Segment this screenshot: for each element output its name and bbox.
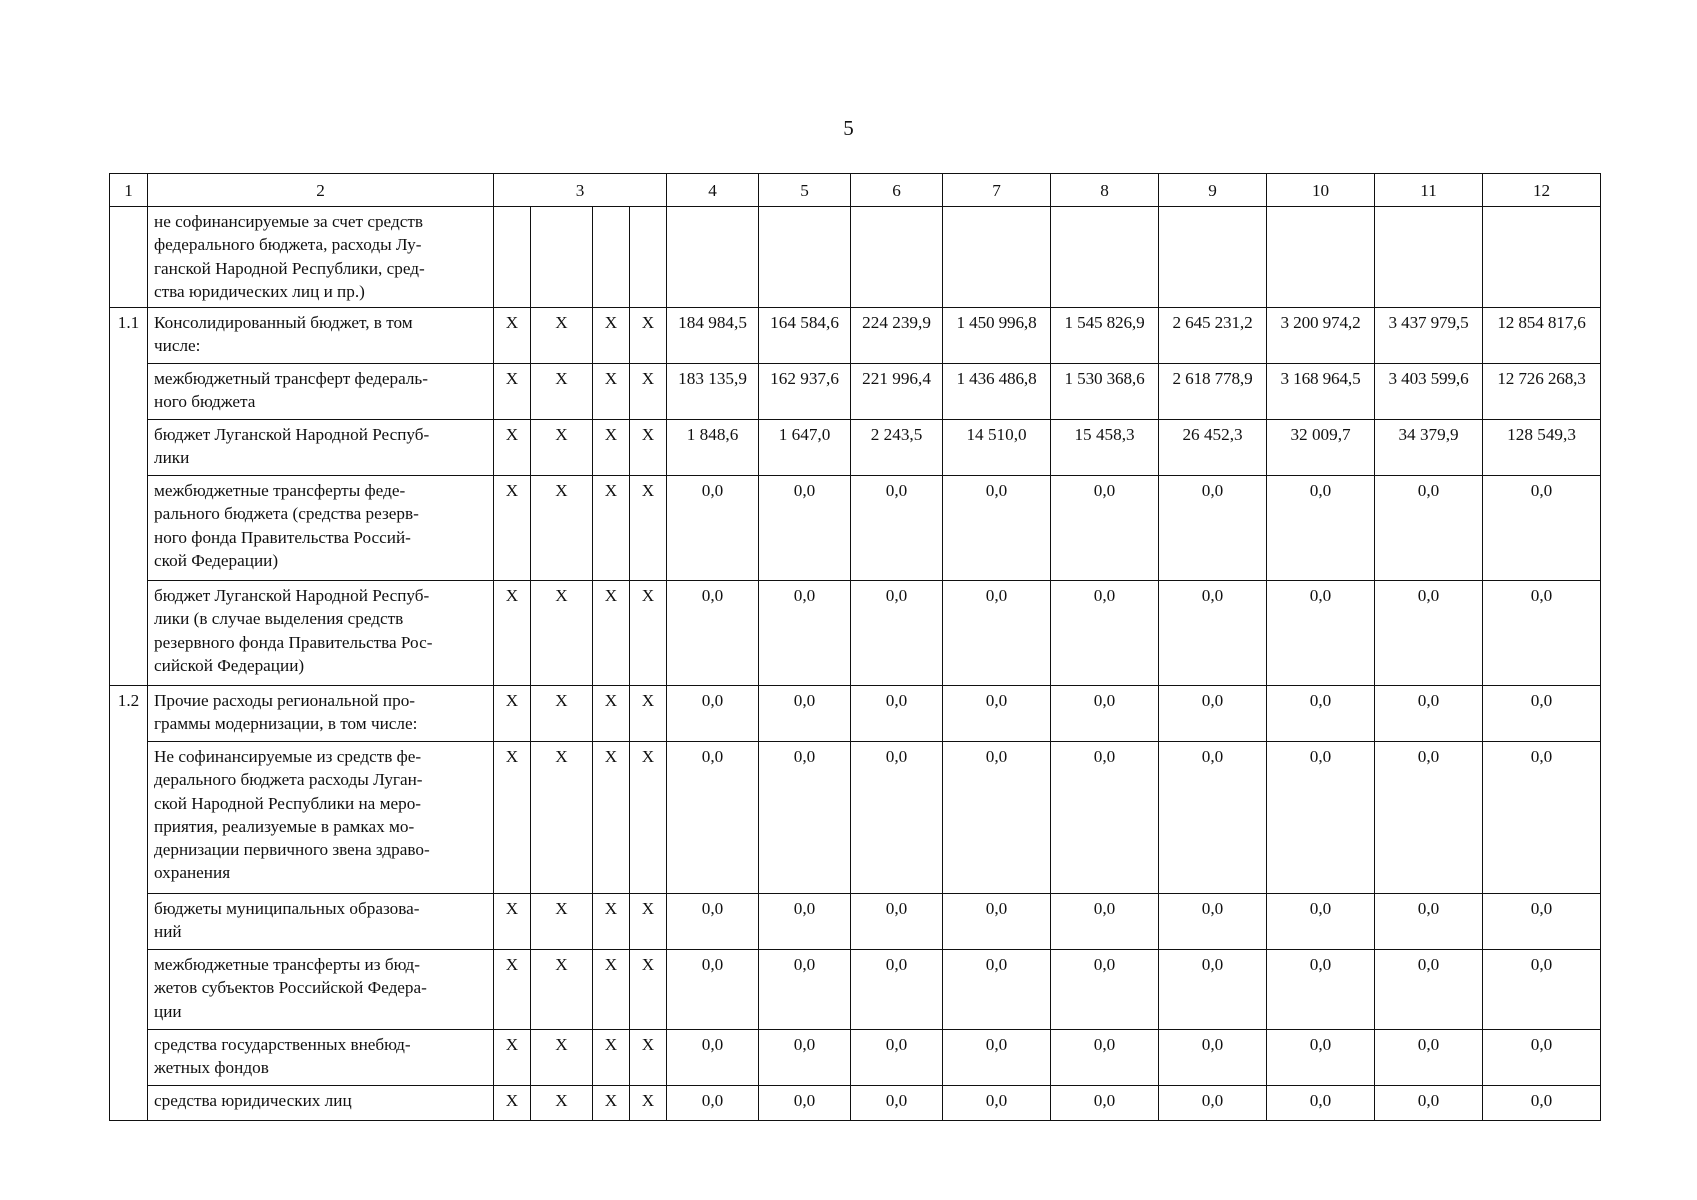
- description-line: Не софинансируемые из средств фе-: [154, 747, 422, 767]
- value-cell: 0,0: [1267, 1086, 1375, 1121]
- description-line: рального бюджета (средства резерв-: [154, 504, 419, 524]
- description-line: жетов субъектов Российской Федера-: [154, 978, 427, 998]
- x-mark: X: [494, 476, 531, 581]
- value-cell: 2 243,5: [851, 420, 943, 476]
- x-mark: X: [593, 581, 630, 686]
- value-cell: 0,0: [1159, 1030, 1267, 1086]
- description-line: числе:: [154, 336, 201, 356]
- value-cell: 0,0: [851, 686, 943, 742]
- value-cell: 12 854 817,6: [1483, 308, 1601, 364]
- x-mark: X: [531, 308, 593, 364]
- description-line: Прочие расходы региональной про-: [154, 691, 416, 711]
- x-mark: X: [494, 420, 531, 476]
- value-cell: 0,0: [851, 742, 943, 894]
- description-line: жетных фондов: [154, 1058, 269, 1078]
- description-line: Консолидированный бюджет, в том: [154, 313, 413, 333]
- value-cell: 184 984,5: [667, 308, 759, 364]
- x-mark: X: [630, 950, 667, 1030]
- row-code: [110, 894, 148, 950]
- value-cell: 128 549,3: [1483, 420, 1601, 476]
- value-cell: 3 200 974,2: [1267, 308, 1375, 364]
- value-cell: 0,0: [851, 581, 943, 686]
- x-mark: X: [494, 742, 531, 894]
- column-number-3: 3: [494, 174, 667, 207]
- table-row: [110, 950, 1601, 1030]
- value-cell: 0,0: [759, 742, 851, 894]
- x-mark: X: [494, 364, 531, 420]
- column-number-11: 11: [1375, 174, 1483, 207]
- description-line: лики: [154, 448, 190, 468]
- value-cell: 26 452,3: [1159, 420, 1267, 476]
- table-row: [110, 308, 1601, 364]
- x-mark: X: [494, 686, 531, 742]
- x-mark: X: [494, 1086, 531, 1121]
- table-row: [110, 581, 1601, 686]
- value-cell: 0,0: [1267, 476, 1375, 581]
- value-cell: 0,0: [1483, 1086, 1601, 1121]
- x-cell: [531, 207, 593, 308]
- row-code: [110, 950, 148, 1030]
- value-cell: 0,0: [759, 1030, 851, 1086]
- value-cell: 0,0: [1375, 894, 1483, 950]
- x-mark: X: [630, 581, 667, 686]
- value-cell: 0,0: [943, 1086, 1051, 1121]
- description-line: ний: [154, 922, 182, 942]
- value-cell: 0,0: [667, 950, 759, 1030]
- value-cell: 1 530 368,6: [1051, 364, 1159, 420]
- value-cell: 0,0: [1375, 686, 1483, 742]
- description-line: ганской Народной Республики, сред-: [154, 258, 425, 278]
- column-number-5: 5: [759, 174, 851, 207]
- value-cell: 0,0: [1267, 742, 1375, 894]
- description-line: охранения: [154, 863, 231, 883]
- column-number-9: 9: [1159, 174, 1267, 207]
- description-line: средства государственных внебюд-: [154, 1035, 411, 1055]
- value-cell: 0,0: [1051, 476, 1159, 581]
- x-mark: X: [630, 894, 667, 950]
- x-mark: X: [531, 581, 593, 686]
- x-mark: X: [593, 364, 630, 420]
- value-cell: 0,0: [1483, 894, 1601, 950]
- value-cell: 0,0: [667, 742, 759, 894]
- value-cell: 15 458,3: [1051, 420, 1159, 476]
- x-mark: X: [494, 950, 531, 1030]
- value-cell: 0,0: [943, 686, 1051, 742]
- value-cell: [1159, 207, 1267, 308]
- value-cell: 3 437 979,5: [1375, 308, 1483, 364]
- row-code: [110, 364, 148, 420]
- column-number-4: 4: [667, 174, 759, 207]
- description-line: не софинансируемые за счет средств: [154, 212, 423, 232]
- value-cell: 0,0: [759, 894, 851, 950]
- value-cell: 3 403 599,6: [1375, 364, 1483, 420]
- x-mark: X: [531, 894, 593, 950]
- value-cell: 0,0: [1267, 894, 1375, 950]
- row-code: [110, 742, 148, 894]
- value-cell: 0,0: [759, 950, 851, 1030]
- column-number-2: 2: [148, 174, 494, 207]
- table-row: [110, 364, 1601, 420]
- value-cell: 0,0: [1159, 894, 1267, 950]
- value-cell: 0,0: [1051, 742, 1159, 894]
- value-cell: 221 996,4: [851, 364, 943, 420]
- value-cell: 14 510,0: [943, 420, 1051, 476]
- description-line: дернизации первичного звена здраво-: [154, 840, 430, 860]
- description-line: межбюджетные трансферты из бюд-: [154, 955, 421, 975]
- row-code: [110, 581, 148, 686]
- description-cell: [148, 207, 494, 308]
- description-line: ства юридических лиц и пр.): [154, 281, 365, 301]
- value-cell: 2 645 231,2: [1159, 308, 1267, 364]
- value-cell: [1483, 207, 1601, 308]
- value-cell: 0,0: [1159, 950, 1267, 1030]
- value-cell: 0,0: [1159, 686, 1267, 742]
- value-cell: 0,0: [1375, 1086, 1483, 1121]
- x-mark: X: [531, 686, 593, 742]
- x-mark: X: [593, 1086, 630, 1121]
- x-mark: X: [593, 894, 630, 950]
- value-cell: [943, 207, 1051, 308]
- value-cell: 0,0: [667, 686, 759, 742]
- value-cell: [1375, 207, 1483, 308]
- value-cell: 0,0: [943, 1030, 1051, 1086]
- value-cell: 0,0: [943, 894, 1051, 950]
- table-body: [110, 174, 1601, 1121]
- column-number-1: 1: [110, 174, 148, 207]
- value-cell: 183 135,9: [667, 364, 759, 420]
- value-cell: 0,0: [667, 581, 759, 686]
- value-cell: 0,0: [851, 476, 943, 581]
- x-mark: X: [494, 308, 531, 364]
- x-mark: X: [494, 894, 531, 950]
- value-cell: 0,0: [1051, 581, 1159, 686]
- table-row: [110, 476, 1601, 581]
- description-line: межбюджетный трансферт федераль-: [154, 369, 428, 389]
- x-mark: X: [494, 581, 531, 686]
- column-number-10: 10: [1267, 174, 1375, 207]
- x-mark: X: [630, 364, 667, 420]
- x-mark: X: [531, 742, 593, 894]
- table-row: [110, 894, 1601, 950]
- value-cell: 0,0: [1483, 686, 1601, 742]
- description-line: бюджет Луганской Народной Респуб-: [154, 586, 430, 606]
- value-cell: 0,0: [759, 476, 851, 581]
- x-mark: X: [630, 1086, 667, 1121]
- x-mark: X: [593, 1030, 630, 1086]
- value-cell: 0,0: [1159, 476, 1267, 581]
- row-code: [110, 420, 148, 476]
- value-cell: [851, 207, 943, 308]
- x-mark: X: [630, 1030, 667, 1086]
- page-number: 5: [843, 116, 854, 140]
- value-cell: 164 584,6: [759, 308, 851, 364]
- value-cell: 0,0: [667, 894, 759, 950]
- row-description: [148, 686, 494, 742]
- value-cell: 0,0: [1051, 1030, 1159, 1086]
- table-row: [110, 742, 1601, 894]
- row-code: 1.1: [110, 308, 148, 364]
- column-number-12: 12: [1483, 174, 1601, 207]
- value-cell: 0,0: [1159, 1086, 1267, 1121]
- value-cell: 0,0: [1375, 581, 1483, 686]
- column-number-row: [110, 174, 1601, 207]
- value-cell: [667, 207, 759, 308]
- x-mark: X: [593, 950, 630, 1030]
- x-mark: X: [531, 420, 593, 476]
- description-line: сийской Федерации): [154, 655, 305, 675]
- value-cell: 0,0: [1051, 950, 1159, 1030]
- budget-table: [109, 173, 1601, 1121]
- x-cell: [630, 207, 667, 308]
- value-cell: 3 168 964,5: [1267, 364, 1375, 420]
- value-cell: 32 009,7: [1267, 420, 1375, 476]
- value-cell: 0,0: [759, 1086, 851, 1121]
- value-cell: 0,0: [1267, 950, 1375, 1030]
- value-cell: [1051, 207, 1159, 308]
- x-mark: X: [531, 950, 593, 1030]
- description-line: бюджет Луганской Народной Респуб-: [154, 425, 430, 445]
- value-cell: 2 618 778,9: [1159, 364, 1267, 420]
- value-cell: 0,0: [943, 950, 1051, 1030]
- value-cell: 0,0: [1267, 581, 1375, 686]
- value-cell: 0,0: [667, 1030, 759, 1086]
- row-description: [148, 476, 494, 581]
- row-description: [148, 950, 494, 1030]
- row-code: [110, 1030, 148, 1086]
- x-cell: [593, 207, 630, 308]
- value-cell: 0,0: [1051, 894, 1159, 950]
- value-cell: [1267, 207, 1375, 308]
- value-cell: 0,0: [851, 1086, 943, 1121]
- table-row: [110, 686, 1601, 742]
- row-description: [148, 742, 494, 894]
- x-mark: X: [630, 476, 667, 581]
- x-mark: X: [593, 420, 630, 476]
- x-mark: X: [593, 742, 630, 894]
- x-cell: [494, 207, 531, 308]
- value-cell: 1 450 996,8: [943, 308, 1051, 364]
- row-description: [148, 308, 494, 364]
- value-cell: 0,0: [759, 686, 851, 742]
- description-line: приятия, реализуемые в рамках мо-: [154, 816, 415, 836]
- table-row: [110, 420, 1601, 476]
- value-cell: 0,0: [943, 581, 1051, 686]
- x-mark: X: [531, 364, 593, 420]
- value-cell: 0,0: [1267, 686, 1375, 742]
- value-cell: 0,0: [1375, 1030, 1483, 1086]
- value-cell: 1 848,6: [667, 420, 759, 476]
- value-cell: 0,0: [759, 581, 851, 686]
- row-description: [148, 364, 494, 420]
- value-cell: 0,0: [1159, 581, 1267, 686]
- value-cell: 0,0: [1375, 476, 1483, 581]
- value-cell: 0,0: [851, 950, 943, 1030]
- description-line: ской Народной Республики на меро-: [154, 793, 422, 813]
- column-number-7: 7: [943, 174, 1051, 207]
- value-cell: 0,0: [667, 1086, 759, 1121]
- value-cell: [759, 207, 851, 308]
- x-mark: X: [630, 742, 667, 894]
- value-cell: 224 239,9: [851, 308, 943, 364]
- x-mark: X: [531, 1086, 593, 1121]
- value-cell: 0,0: [1375, 950, 1483, 1030]
- x-mark: X: [630, 308, 667, 364]
- description-line: средства юридических лиц: [154, 1091, 352, 1111]
- row-code: 1.2: [110, 686, 148, 742]
- description-line: граммы модернизации, в том числе:: [154, 714, 418, 734]
- x-mark: X: [531, 1030, 593, 1086]
- value-cell: 0,0: [1483, 950, 1601, 1030]
- value-cell: 0,0: [1051, 1086, 1159, 1121]
- value-cell: 0,0: [1483, 581, 1601, 686]
- value-cell: 0,0: [1483, 476, 1601, 581]
- description-line: дерального бюджета расходы Луган-: [154, 770, 423, 790]
- description-line: федерального бюджета, расходы Лу-: [154, 235, 422, 255]
- description-line: лики (в случае выделения средств: [154, 609, 404, 629]
- value-cell: 0,0: [1483, 1030, 1601, 1086]
- value-cell: 0,0: [667, 476, 759, 581]
- row-description: [148, 894, 494, 950]
- value-cell: 1 436 486,8: [943, 364, 1051, 420]
- description-line: ного бюджета: [154, 392, 256, 412]
- row-description: [148, 1030, 494, 1086]
- description-line: бюджеты муниципальных образова-: [154, 899, 420, 919]
- description-line: ции: [154, 1001, 182, 1021]
- row-description: [148, 420, 494, 476]
- value-cell: 0,0: [851, 1030, 943, 1086]
- table-row: [110, 1030, 1601, 1086]
- intro-row: [110, 207, 1601, 308]
- row-code: [110, 1086, 148, 1121]
- x-mark: X: [531, 476, 593, 581]
- value-cell: 0,0: [1159, 742, 1267, 894]
- description-line: межбюджетные трансферты феде-: [154, 481, 406, 501]
- description-line: резервного фонда Правительства Рос-: [154, 632, 433, 652]
- x-mark: X: [593, 686, 630, 742]
- value-cell: 0,0: [1267, 1030, 1375, 1086]
- x-mark: X: [593, 476, 630, 581]
- value-cell: 0,0: [943, 742, 1051, 894]
- value-cell: 1 647,0: [759, 420, 851, 476]
- table-row: [110, 1086, 1601, 1121]
- value-cell: 0,0: [1375, 742, 1483, 894]
- x-mark: X: [630, 420, 667, 476]
- column-number-6: 6: [851, 174, 943, 207]
- value-cell: 0,0: [1483, 742, 1601, 894]
- value-cell: 34 379,9: [1375, 420, 1483, 476]
- code-cell: [110, 207, 148, 308]
- value-cell: 0,0: [943, 476, 1051, 581]
- description-line: ской Федерации): [154, 550, 279, 570]
- value-cell: 0,0: [1051, 686, 1159, 742]
- value-cell: 1 545 826,9: [1051, 308, 1159, 364]
- column-number-8: 8: [1051, 174, 1159, 207]
- x-mark: X: [593, 308, 630, 364]
- row-description: [148, 581, 494, 686]
- x-mark: X: [494, 1030, 531, 1086]
- description-line: ного фонда Правительства Россий-: [154, 527, 411, 547]
- value-cell: 0,0: [851, 894, 943, 950]
- row-code: [110, 476, 148, 581]
- value-cell: 162 937,6: [759, 364, 851, 420]
- row-description: [148, 1086, 494, 1121]
- value-cell: 12 726 268,3: [1483, 364, 1601, 420]
- x-mark: X: [630, 686, 667, 742]
